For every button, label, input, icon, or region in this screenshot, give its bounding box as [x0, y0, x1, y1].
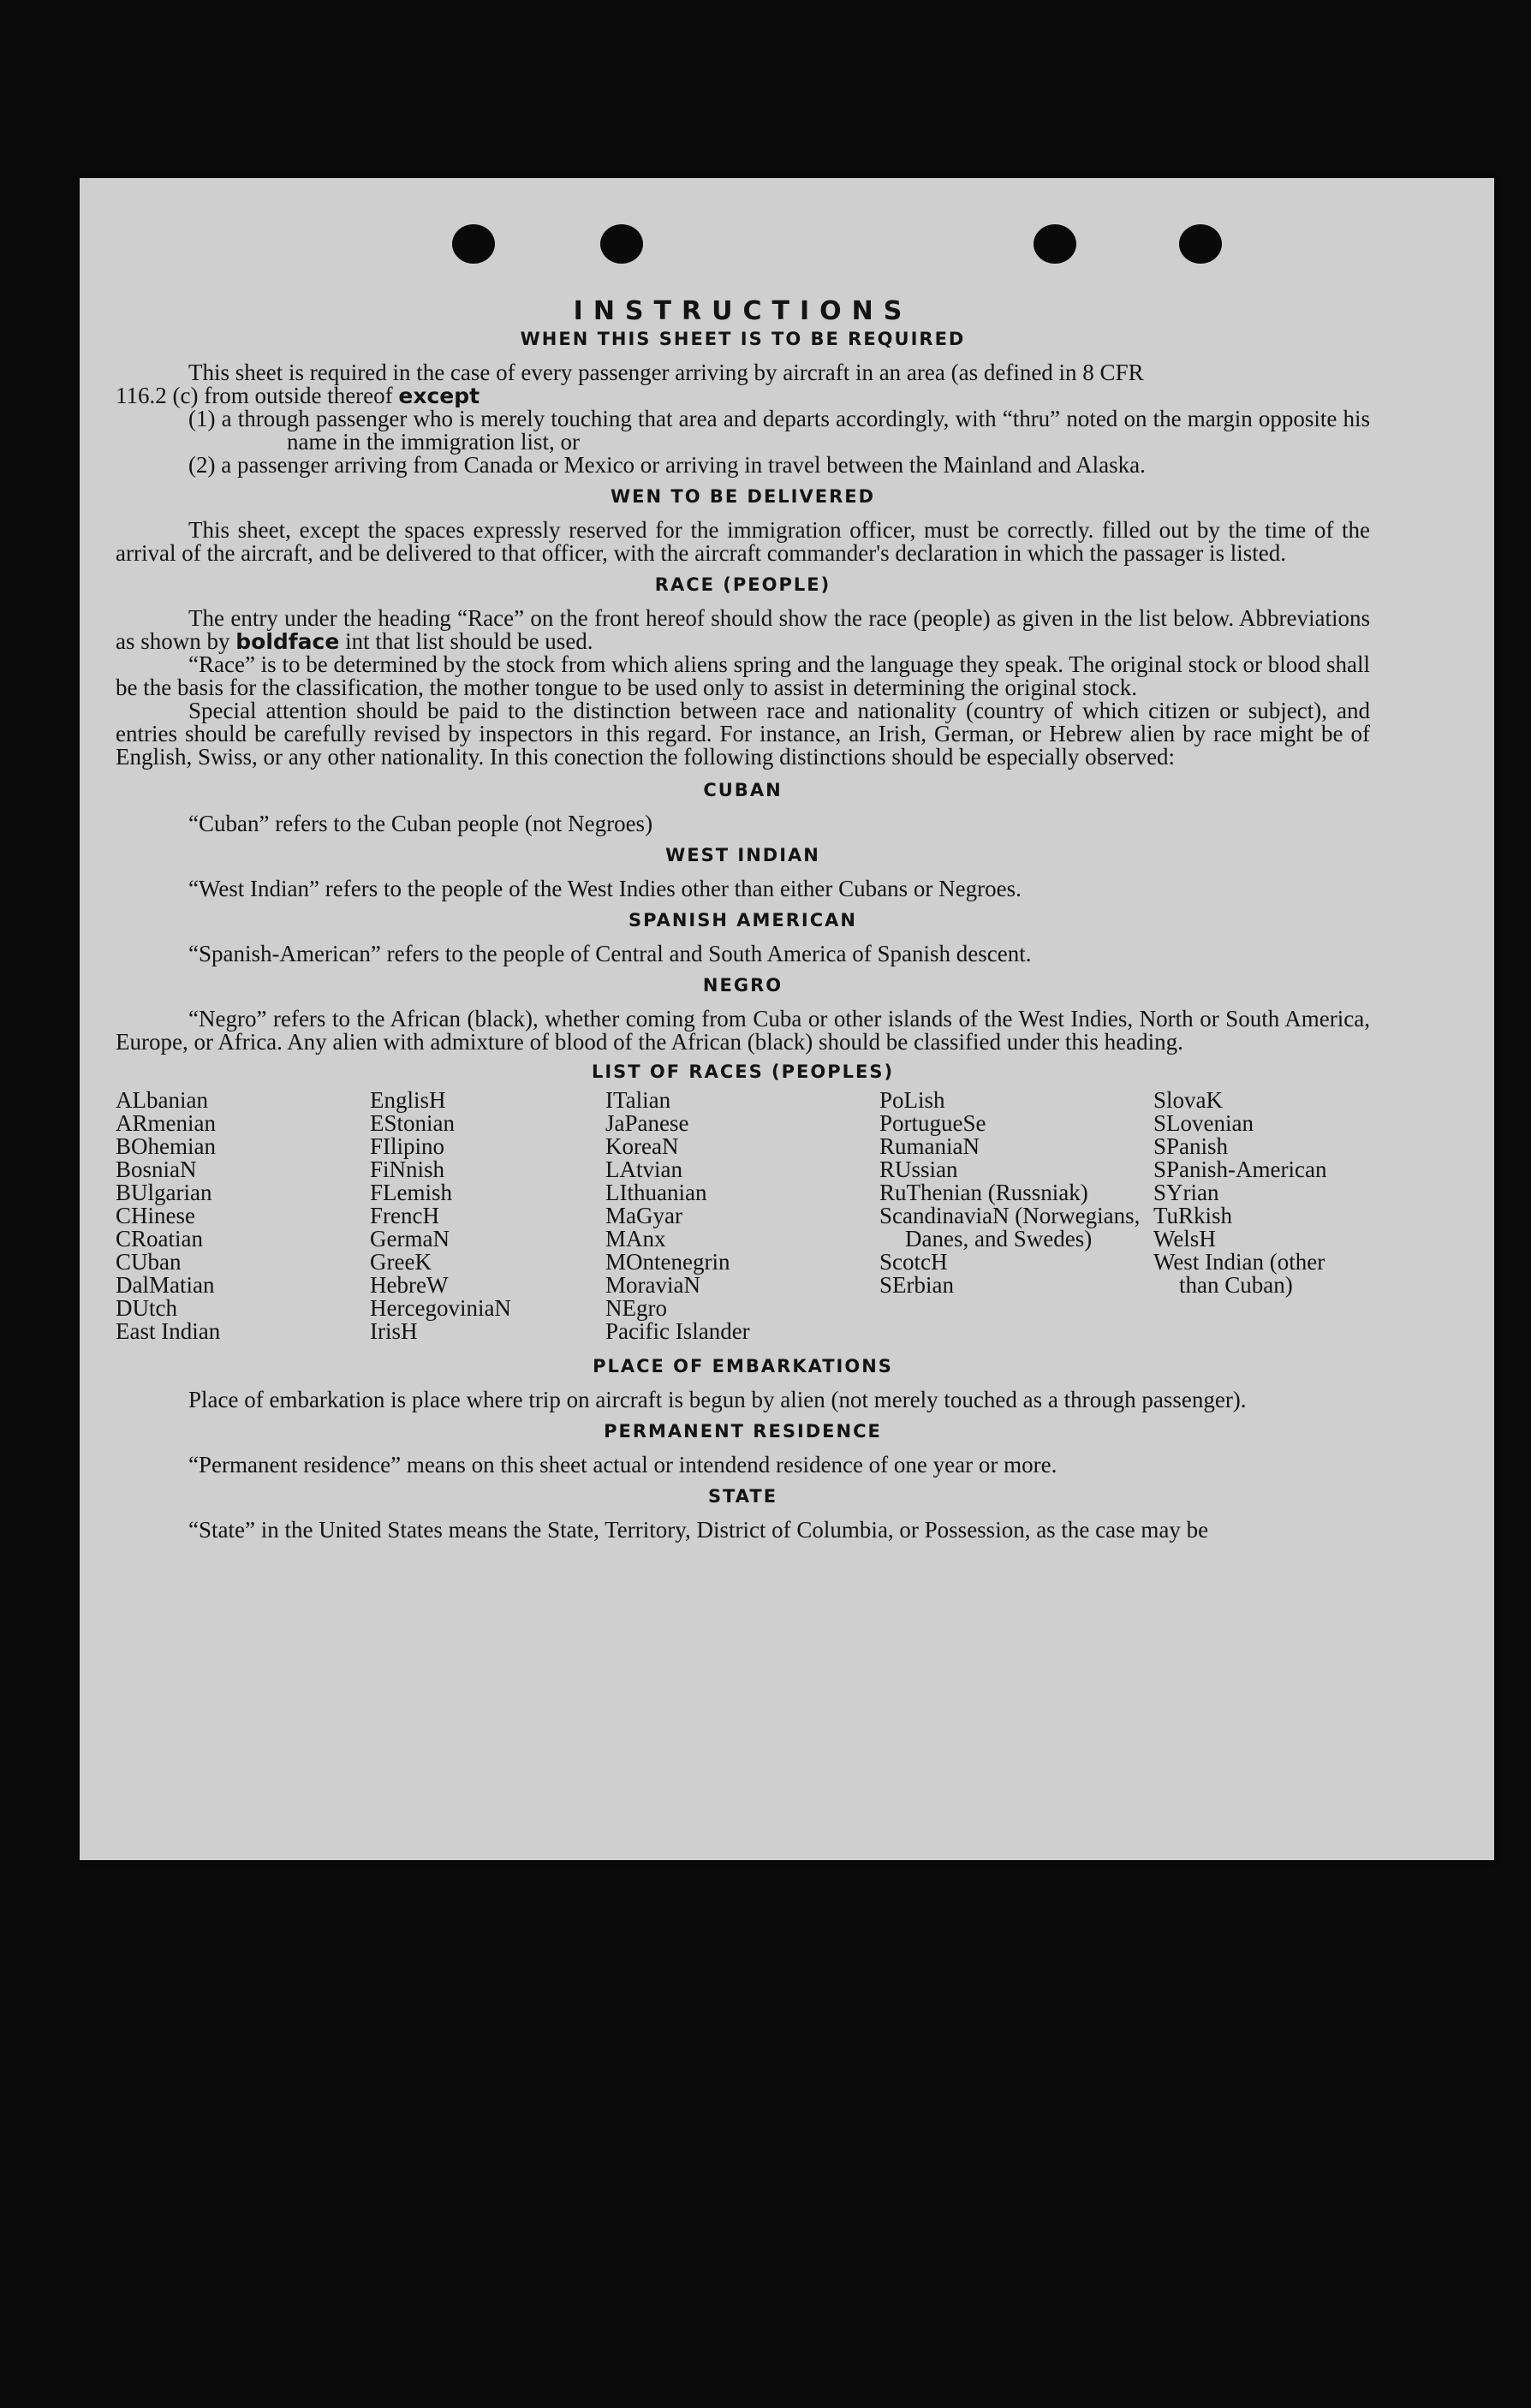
race-item: KoreaN: [605, 1133, 679, 1159]
race-item: CRoatian: [116, 1226, 203, 1252]
section-heading-permanent-residence: PERMANENT RESIDENCE: [604, 1421, 882, 1442]
except-keyword: except: [398, 383, 480, 408]
section-heading-embarkation: PLACE OF EMBARKATIONS: [593, 1356, 893, 1376]
race-item: TuRkish: [1153, 1203, 1233, 1228]
race-item: Pacific Islander: [605, 1318, 750, 1344]
race-item: LAtvian: [605, 1156, 682, 1182]
race-item: ScotcH: [879, 1249, 948, 1275]
race-item: ScandinaviaN (Norwegians, Danes, and Swedes): [879, 1203, 1141, 1252]
race-item: RuThenian (Russniak): [879, 1180, 1088, 1205]
race-item: NEgro: [605, 1295, 667, 1321]
clause-2: (2) a passenger arriving from Canada or Mexico or arriving in travel between the Mainland and Alaska.: [188, 452, 1146, 478]
spanish-american-text: “Spanish-American” refers to the people of Central and South America of Spanish descent.: [188, 941, 1032, 966]
page-title: INSTRUCTIONS: [573, 296, 913, 326]
race-item: FrencH: [370, 1203, 439, 1228]
intro-text: 116.2 (c) from outside thereof: [116, 383, 399, 408]
race-item: CUban: [116, 1249, 182, 1275]
race-item: ALbanian: [116, 1087, 208, 1113]
section-heading-state: STATE: [707, 1486, 778, 1507]
negro-text: “Negro” refers to the African (black), whether coming from Cuba or other islands of the West Indies, North or South America, Europe, or Africa. Any alien with admixture of blood of the African (black) should be classified under this heading.: [116, 1006, 1370, 1055]
race-item: FiNnish: [370, 1156, 445, 1182]
race-item: BOhemian: [116, 1133, 216, 1159]
embarkation-text: Place of embarkation is place where trip on aircraft is begun by alien (not merely touched as a through passenger).: [188, 1387, 1247, 1412]
section-heading-race: RACE (PEOPLE): [654, 574, 831, 595]
section-heading-negro: NEGRO: [702, 975, 783, 996]
race-item: BUlgarian: [116, 1180, 212, 1205]
race-item: ARmenian: [116, 1110, 216, 1136]
boldface-keyword: boldface: [235, 629, 340, 654]
instructions-content: [116, 296, 1370, 1545]
race-paragraph-2: “Race” is to be determined by the stock from which aliens spring and the language they speak. The original stock or blood shall be the basis for the classification, the mother tongue to be used only to assist in determining the original stock.: [116, 651, 1370, 700]
race-item: RUssian: [879, 1156, 958, 1182]
permanent-residence-text: “Permanent residence” means on this sheet actual or intendend residence of one year or more.: [188, 1452, 1057, 1478]
state-text: “State” in the United States means the State, Territory, District of Columbia, or Possession, as the case may be: [188, 1517, 1209, 1543]
race-item: LIthuanian: [605, 1180, 707, 1205]
race-item: SLovenian: [1153, 1110, 1254, 1136]
cuban-text: “Cuban” refers to the Cuban people (not Negroes): [188, 811, 653, 836]
race-item: WelsH: [1153, 1226, 1216, 1252]
race-item: HebreW: [370, 1272, 449, 1298]
intro-line-2: [116, 384, 1370, 407]
race-item: West Indian (other than Cuban): [1153, 1249, 1325, 1298]
race-list: [116, 1089, 1370, 1343]
race-item: FLemish: [370, 1180, 453, 1205]
intro-line-1: This sheet is required in the case of every passenger arriving by aircraft in an area (as defined in 8 CFR: [188, 360, 1144, 385]
race-column-3: [605, 1089, 879, 1343]
race-text-end: int that list should be used.: [339, 628, 593, 654]
race-item: DalMatian: [116, 1272, 215, 1298]
race-item: MOntenegrin: [605, 1249, 730, 1275]
race-item: FIlipino: [370, 1133, 445, 1159]
race-item: SYrian: [1153, 1180, 1219, 1205]
race-column-5: [1153, 1089, 1370, 1343]
race-item: CHinese: [116, 1203, 195, 1228]
punch-hole: [1034, 224, 1076, 264]
race-paragraph-1: [116, 607, 1370, 653]
race-item: DUtch: [116, 1295, 177, 1321]
race-item: SErbian: [879, 1272, 954, 1298]
race-item: EStonian: [370, 1110, 455, 1136]
race-item: SlovaK: [1153, 1087, 1223, 1113]
section-heading-list-of-races: LIST OF RACES (PEOPLES): [591, 1061, 895, 1082]
race-item: PoLish: [879, 1087, 945, 1113]
race-column-2: [370, 1089, 605, 1343]
clause-1: (1) a through passenger who is merely touching that area and departs accordingly, with “thru” noted on the margin opposite his name in the immigration list, or: [188, 406, 1370, 455]
section-heading-when-required: WHEN THIS SHEET IS TO BE REQUIRED: [520, 329, 966, 349]
race-item: GermaN: [370, 1226, 450, 1252]
punch-hole: [600, 224, 643, 264]
race-item: SPanish-American: [1153, 1156, 1327, 1182]
race-item: BosniaN: [116, 1156, 197, 1182]
section-heading-cuban: CUBAN: [703, 780, 783, 800]
race-item: GreeK: [370, 1249, 432, 1275]
race-column-1: [116, 1089, 370, 1343]
race-item: East Indian: [116, 1318, 221, 1344]
race-item: MoraviaN: [605, 1272, 700, 1298]
race-item: RumaniaN: [879, 1133, 980, 1159]
punch-hole: [452, 224, 495, 264]
race-item: MaGyar: [605, 1203, 682, 1228]
race-paragraph-3: Special attention should be paid to the distinction between race and nationality (country of which citizen or subject), and entries should be carefully revised by inspectors in this regard. For instance, an Irish, German, or Hebrew alien by race might be of English, Swiss, or any other nationality. In this conection the following distinctions should be especially observed:: [116, 698, 1370, 770]
section-heading-west-indian: WEST INDIAN: [665, 845, 820, 865]
delivered-text: This sheet, except the spaces expressly reserved for the immigration officer, must be correctly. filled out by the time of the arrival of the aircraft, and be delivered to that officer, with the aircraft commander's declaration in which the passager is listed.: [116, 517, 1370, 566]
section-heading-spanish-american: SPANISH AMERICAN: [628, 910, 857, 930]
race-text: The entry under the heading “Race” on the front hereof should show the race (people) as given in the list below. Abbreviations as shown by: [116, 605, 1370, 654]
race-item: JaPanese: [605, 1110, 689, 1136]
section-heading-delivered: WEN TO BE DELIVERED: [610, 486, 876, 507]
race-item: PortugueSe: [879, 1110, 986, 1136]
bleed-through-text: [548, 233, 555, 249]
race-item: ITalian: [605, 1087, 671, 1113]
race-item: HercegoviniaN: [370, 1295, 511, 1321]
punch-hole: [1179, 224, 1222, 264]
race-item: SPanish: [1153, 1133, 1229, 1159]
race-item: IrisH: [370, 1318, 418, 1344]
race-column-4: [879, 1089, 1153, 1343]
race-item: EnglisH: [370, 1087, 446, 1113]
race-item: MAnx: [605, 1226, 666, 1252]
west-indian-text: “West Indian” refers to the people of the West Indies other than either Cubans or Negroes.: [188, 876, 1022, 901]
